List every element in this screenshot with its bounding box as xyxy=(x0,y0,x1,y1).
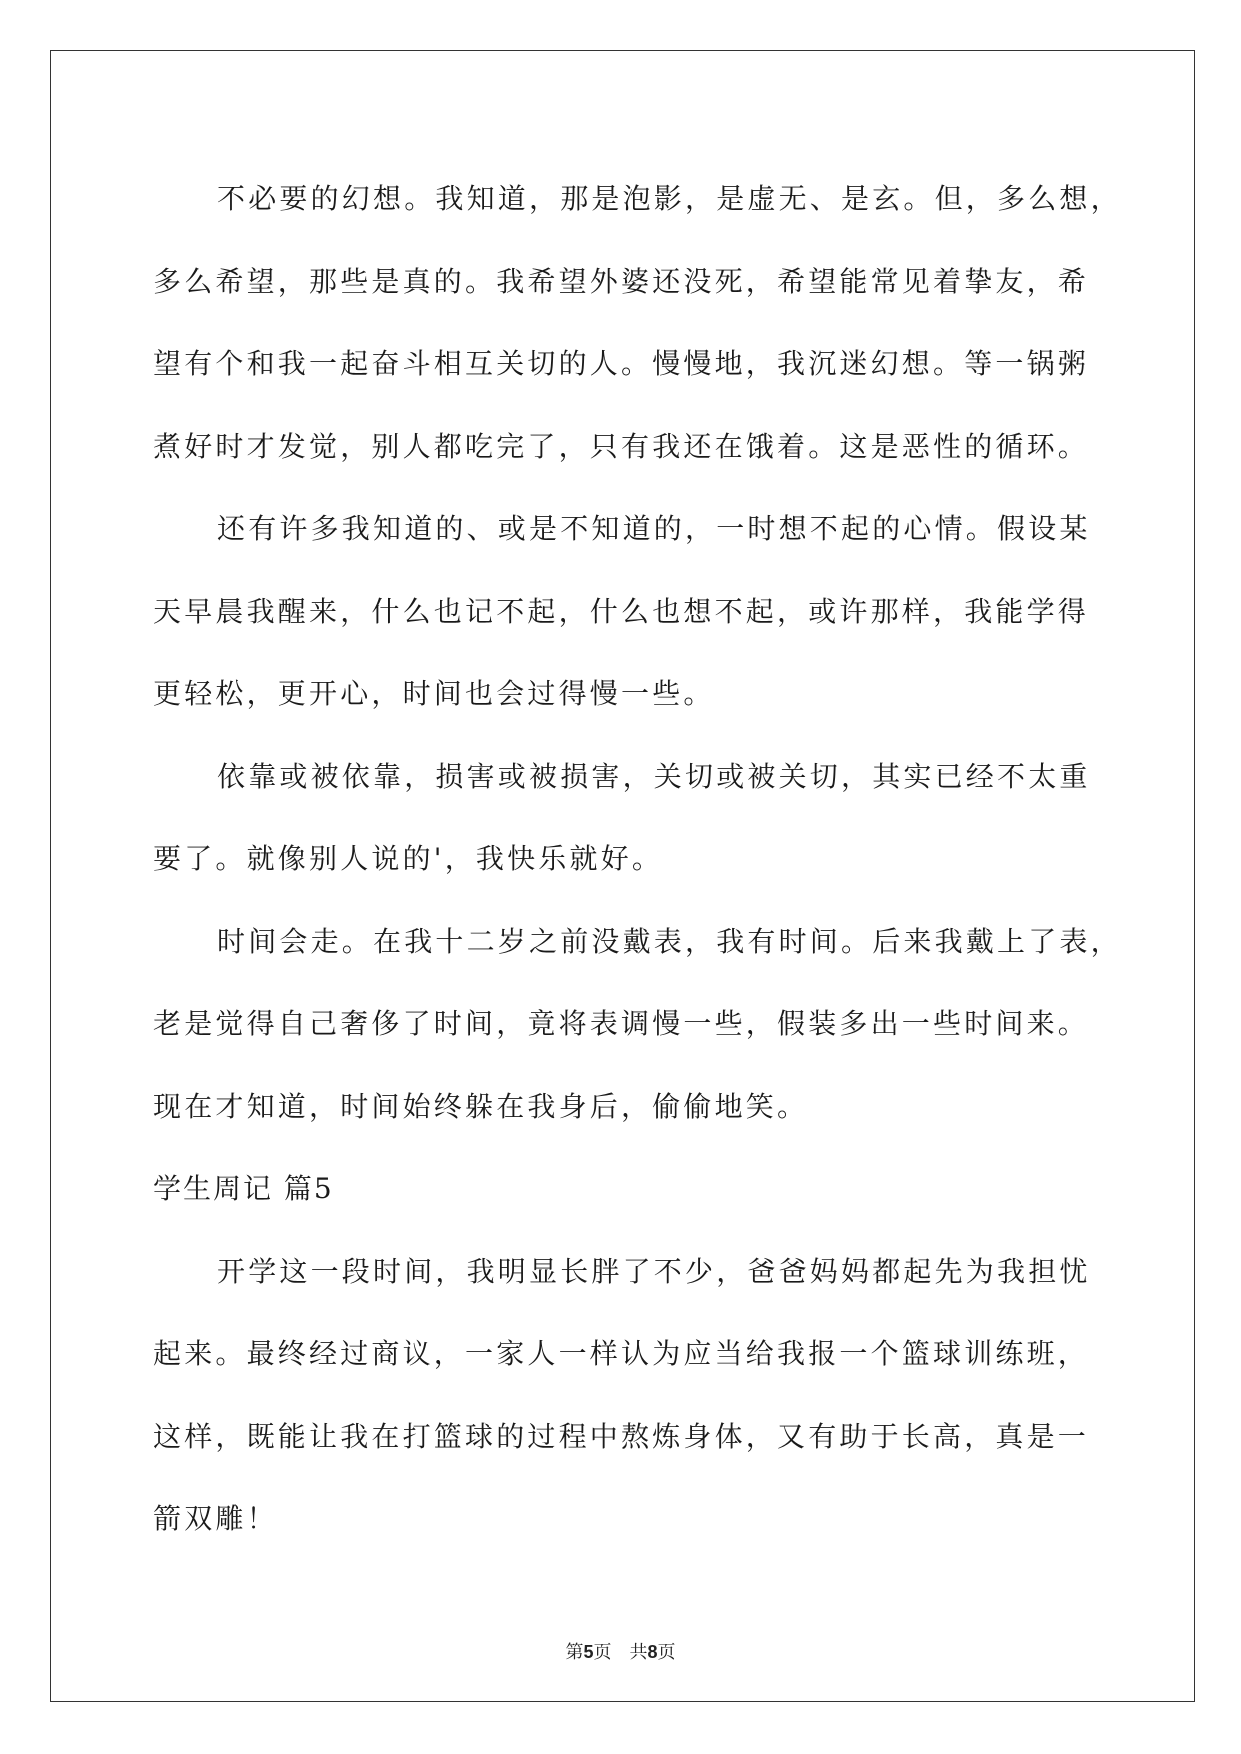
text-line: 要了。就像别人说的'，我快乐就好。 xyxy=(153,842,664,875)
text-line: 不必要的幻想。我知道，那是泡影，是虚无、是玄。但，多么想， xyxy=(217,182,1122,215)
text-line: 开学这一段时间，我明显长胖了不少，爸爸妈妈都起先为我担忧 xyxy=(217,1254,1091,1288)
footer-total-suffix: 页 xyxy=(657,1642,676,1663)
text-line: 现在才知道，时间始终躲在我身后，偷偷地笑。 xyxy=(153,1089,809,1123)
text-line: 依靠或被依靠，损害或被损害，关切或被关切，其实已经不太重 xyxy=(217,759,1091,793)
text-line: 天早晨我醒来，什么也记不起，什么也想不起，或许那样，我能学得 xyxy=(153,594,1090,628)
text-line: 还有许多我知道的、或是不知道的，一时想不起的心情。假设某 xyxy=(217,512,1091,545)
page-footer xyxy=(0,1638,1241,1664)
section-heading: 学生周记 篇5 xyxy=(153,1172,334,1205)
text-line: 起来。最终经过商议，一家人一样认为应当给我报一个篮球训练班， xyxy=(153,1337,1090,1370)
current-page-number: 5 xyxy=(583,1642,594,1662)
text-line: 更轻松，更开心，时间也会过得慢一些。 xyxy=(153,677,715,710)
text-line: 这样，既能让我在打篮球的过程中熬炼身体，又有助于长高，真是一 xyxy=(153,1419,1090,1453)
footer-page-suffix: 页 xyxy=(593,1642,612,1663)
text-line: 时间会走。在我十二岁之前没戴表，我有时间。后来我戴上了表， xyxy=(217,924,1122,958)
total-page-number: 8 xyxy=(647,1642,658,1662)
text-line: 老是觉得自己奢侈了时间，竟将表调慢一些，假装多出一些时间来。 xyxy=(153,1007,1090,1040)
text-line: 望有个和我一起奋斗相互关切的人。慢慢地，我沉迷幻想。等一锅粥 xyxy=(153,347,1090,380)
footer-total-prefix: 共 xyxy=(629,1642,648,1663)
text-line: 多么希望，那些是真的。我希望外婆还没死，希望能常见着挚友，希 xyxy=(153,264,1090,298)
text-line: 煮好时才发觉，别人都吃完了，只有我还在饿着。这是恶性的循环。 xyxy=(153,429,1090,463)
text-line: 箭双雕！ xyxy=(153,1502,278,1535)
document-body xyxy=(153,158,1122,1561)
footer-prefix: 第 xyxy=(565,1642,584,1663)
